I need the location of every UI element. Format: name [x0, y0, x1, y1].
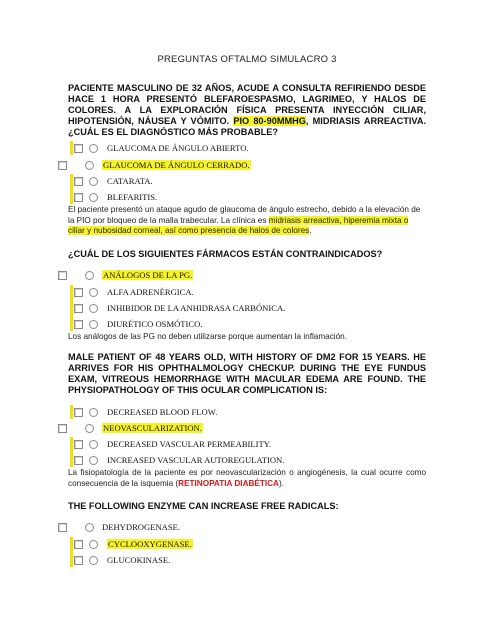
question-1-text-a: PACIENTE MASCULINO DE 32 AÑOS, ACUDE A CONSULTA REFIRIENDO DESDE HACE 1 HORA PRESENTÓ BLEFAROESPASMO, LAGRIMEO, Y HALOS DE COLORES. A LA EXPLORACIÓN FÍSICA PRESENTA INYECCIÓN CILIAR, HIPOTENSIÓN, NÁUSEA Y VÓMITO. — [68, 83, 426, 126]
q3-explanation-a: La fisiopatología de la paciente es por neovascularización o angiogénesis, la cual ocurre como consecuencia de la isquemia ( — [68, 468, 426, 488]
question-1-text — [68, 83, 426, 138]
option-label: DECREASED VASCULAR PERMEABILITY. — [107, 439, 272, 449]
option-label-correct: GLAUCOMA DE ÁNGULO CERRADO. — [103, 160, 250, 170]
option-label: INCREASED VASCULAR AUTOREGULATION. — [107, 455, 285, 465]
option-label: INHIBIDOR DE LA ANHIDRASA CARBÓNICA. — [107, 303, 286, 313]
question-4-text: THE FOLLOWING ENZYME CAN INCREASE FREE RADICALS: — [68, 501, 339, 511]
checkbox[interactable] — [74, 440, 83, 449]
radio-button[interactable] — [89, 556, 98, 565]
option-label: DIURÉTICO OSMÓTICO. — [107, 319, 203, 329]
checkbox[interactable] — [74, 177, 83, 186]
option-marker-bar — [70, 405, 73, 419]
option-label-correct: ANÁLOGOS DE LA PG. — [103, 270, 193, 280]
q1-explanation-b: . — [309, 226, 312, 235]
question-3-text: MALE PATIENT OF 48 YEARS OLD, WITH HISTORY OF DM2 FOR 15 YEARS. HE ARRIVES FOR HIS OPHTHALMOLOGY CHECKUP. DURING THE EYE FUNDUS EXAM, VITREOUS HEMORRHAGE WITH MACULAR EDEMA ARE FOUND. THE PHYSIOPATHOLOGY OF THIS OCULAR COMPLICATION IS: — [68, 352, 426, 395]
checkbox[interactable] — [58, 161, 67, 170]
radio-button[interactable] — [89, 540, 98, 549]
q3-option-1[interactable] — [74, 405, 217, 419]
option-label: GLAUCOMA DE ÁNGULO ABIERTO. — [107, 143, 249, 153]
option-label-correct: NEOVASCULARIZATION. — [103, 423, 202, 433]
page-title: PREGUNTAS OFTALMO SIMULACRO 3 — [157, 54, 337, 65]
q3-explanation-b: ). — [278, 478, 284, 488]
option-marker-bar — [70, 141, 73, 155]
radio-button[interactable] — [89, 193, 98, 202]
checkbox[interactable] — [74, 456, 83, 465]
checkbox[interactable] — [74, 193, 83, 202]
q2-option-4[interactable] — [74, 317, 202, 331]
option-marker-bar — [70, 537, 73, 567]
q1-option-4[interactable] — [74, 190, 157, 204]
question-2-text: ¿CUÁL DE LOS SIGUIENTES FÁRMACOS ESTÁN CONTRAINDICADOS? — [68, 249, 383, 259]
checkbox[interactable] — [58, 523, 67, 532]
q4-option-2[interactable] — [74, 537, 193, 551]
option-marker-bar — [70, 285, 73, 331]
checkbox[interactable] — [74, 144, 83, 153]
checkbox[interactable] — [58, 271, 67, 280]
q1-explanation — [68, 205, 426, 237]
option-label: ALFA ADRENÉRGICA. — [107, 287, 194, 297]
radio-button[interactable] — [89, 144, 98, 153]
radio-button[interactable] — [89, 288, 98, 297]
question-1-highlight: PIO 80-90MMHG — [233, 116, 306, 126]
q1-explanation-highlight: midriasis arreactiva, hiperemia mixta o ciliar y nubosidad corneal, así como presencia de halos de colores — [68, 215, 409, 235]
q3-option-2[interactable] — [58, 421, 203, 435]
q2-option-3[interactable] — [74, 301, 285, 315]
option-label: DECREASED BLOOD FLOW. — [107, 407, 218, 417]
q2-explanation: Los análogos de las PG no deben utilizarse porque aumentan la inflamación. — [68, 332, 348, 341]
option-label: CATARATA. — [107, 176, 153, 186]
q3-explanation-answer: RETINOPATIA DIABÉTICA — [178, 478, 279, 488]
q1-option-2[interactable] — [58, 158, 251, 172]
radio-button[interactable] — [89, 408, 98, 417]
q1-option-1[interactable] — [74, 141, 249, 155]
option-label: GLUCOKINASE. — [107, 555, 171, 565]
checkbox[interactable] — [58, 424, 67, 433]
checkbox[interactable] — [74, 288, 83, 297]
radio-button[interactable] — [89, 177, 98, 186]
q2-option-1[interactable] — [58, 268, 193, 282]
q3-option-4[interactable] — [74, 453, 284, 467]
q1-option-3[interactable] — [74, 174, 153, 188]
radio-button[interactable] — [85, 523, 94, 532]
q1-explanation-a: El paciente presentó un ataque agudo de glaucoma de ángulo estrecho, debido a la elevación de la PIO por bloqueo de la malla trabecular. La clínica es — [68, 205, 421, 225]
checkbox[interactable] — [74, 408, 83, 417]
option-label: DEHYDROGENASE. — [102, 522, 181, 532]
radio-button[interactable] — [85, 424, 94, 433]
option-label-correct: CYCLOOXYGENASE. — [108, 539, 192, 549]
option-marker-bar — [70, 174, 73, 204]
radio-button[interactable] — [89, 456, 98, 465]
q2-option-2[interactable] — [74, 285, 194, 299]
radio-button[interactable] — [85, 161, 94, 170]
q4-option-1[interactable] — [58, 520, 180, 534]
radio-button[interactable] — [89, 440, 98, 449]
checkbox[interactable] — [74, 320, 83, 329]
checkbox[interactable] — [74, 304, 83, 313]
option-marker-bar — [70, 437, 73, 467]
radio-button[interactable] — [89, 304, 98, 313]
checkbox[interactable] — [74, 556, 83, 565]
radio-button[interactable] — [85, 271, 94, 280]
q3-option-3[interactable] — [74, 437, 271, 451]
radio-button[interactable] — [89, 320, 98, 329]
q3-explanation — [68, 468, 426, 489]
option-label: BLEFARITIS. — [107, 192, 158, 202]
question-1-text-b: , MIDRIASIS ARREACTIVA. ¿CUÁL ES EL DIAGNÓSTICO MÁS PROBABLE? — [68, 116, 427, 137]
checkbox[interactable] — [74, 540, 83, 549]
q4-option-3[interactable] — [74, 553, 170, 567]
